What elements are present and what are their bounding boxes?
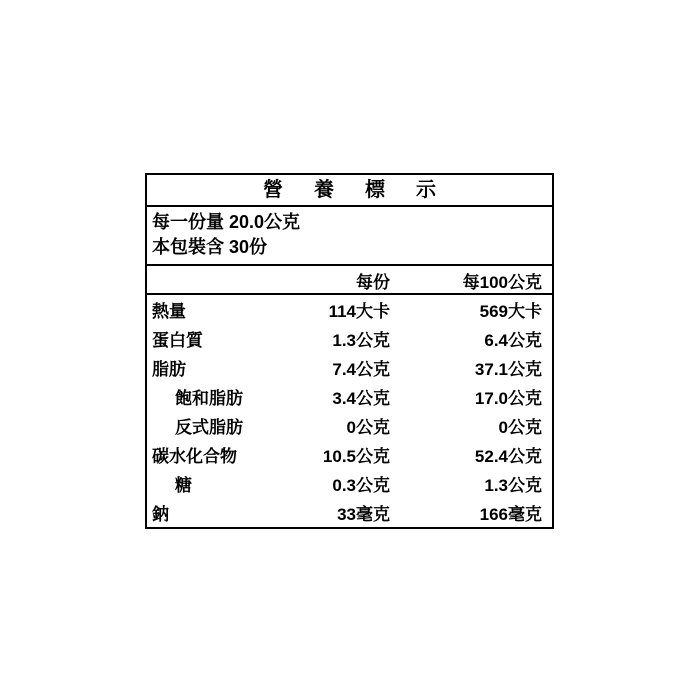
per-100g-value: 37.1公克: [474, 360, 542, 379]
table-row-protein: [147, 324, 552, 353]
table-row-sugar: [147, 469, 552, 498]
per-serving-value: 7.4公克: [332, 360, 390, 379]
nutrient-name: 蛋白質: [152, 331, 203, 350]
table-row-sodium: [147, 498, 552, 527]
per-serving-value: 1.3公克: [332, 331, 390, 350]
column-header-per-serving: 每份: [356, 273, 390, 292]
table-row-fat: [147, 353, 552, 382]
table-row-carbohydrate: [147, 440, 552, 469]
nutrient-name: 鈉: [152, 505, 169, 524]
per-100g-value: 1.3公克: [484, 476, 542, 495]
nutrient-name: 反式脂肪: [175, 418, 243, 437]
servings-per-package-line: 本包裝含 30份: [152, 237, 268, 257]
per-serving-value: 0公克: [346, 418, 390, 437]
column-header-section: [147, 266, 552, 295]
nutrient-name: 飽和脂肪: [175, 389, 243, 408]
per-serving-value: 0.3公克: [332, 476, 390, 495]
serving-size-line: 每一份量 20.0公克: [152, 212, 301, 232]
per-100g-value: 6.4公克: [484, 331, 542, 350]
per-serving-value: 10.5公克: [322, 447, 390, 466]
table-row-saturated-fat: [147, 382, 552, 411]
table-row-calories: [147, 295, 552, 324]
nutrient-name: 熱量: [152, 302, 186, 321]
per-100g-value: 52.4公克: [474, 447, 542, 466]
per-100g-value: 166毫克: [479, 505, 542, 524]
nutrient-rows-section: [147, 295, 552, 527]
nutrition-label: [145, 173, 554, 529]
per-serving-value: 114大卡: [328, 302, 390, 321]
nutrition-label-title: 營養標示: [147, 175, 552, 207]
table-row-trans-fat: [147, 411, 552, 440]
per-serving-value: 3.4公克: [332, 389, 390, 408]
nutrient-name: 碳水化合物: [152, 447, 237, 466]
per-100g-value: 569大卡: [479, 302, 542, 321]
per-100g-value: 17.0公克: [474, 389, 542, 408]
column-header-row: [147, 266, 552, 294]
nutrient-name: 糖: [175, 476, 192, 495]
nutrient-name: 脂肪: [152, 360, 186, 379]
column-header-per-100g: 每100公克: [462, 273, 542, 292]
serving-info-section: [147, 207, 552, 266]
per-100g-value: 0公克: [498, 418, 542, 437]
per-serving-value: 33毫克: [337, 505, 390, 524]
